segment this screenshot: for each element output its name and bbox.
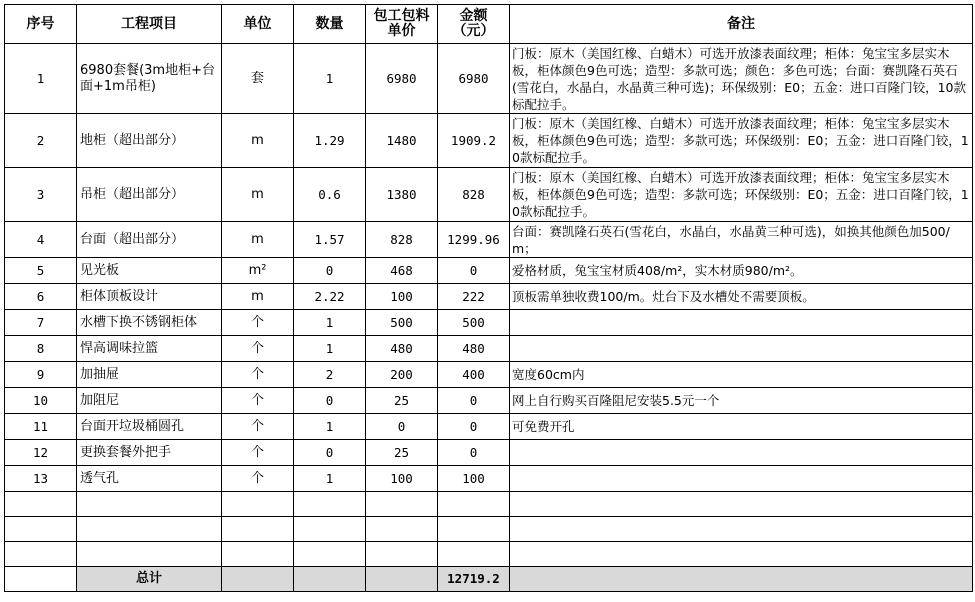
row-item: 加阻尼 bbox=[77, 388, 222, 414]
row-amount: 828 bbox=[438, 168, 510, 222]
row-unit: 个 bbox=[222, 362, 294, 388]
row-qty: 1 bbox=[294, 414, 366, 440]
table-row bbox=[5, 336, 973, 362]
quote-table bbox=[4, 4, 973, 592]
row-item: 悍高调味拉篮 bbox=[77, 336, 222, 362]
row-price: 0 bbox=[366, 414, 438, 440]
row-note: 顶板需单独收费100/m。灶台下及水槽处不需要顶板。 bbox=[510, 284, 973, 310]
total-row bbox=[5, 567, 973, 592]
row-item: 柜体顶板设计 bbox=[77, 284, 222, 310]
header-note: 备注 bbox=[510, 5, 973, 44]
row-price: 100 bbox=[366, 284, 438, 310]
row-unit: m² bbox=[222, 258, 294, 284]
row-amount: 222 bbox=[438, 284, 510, 310]
row-item: 透气孔 bbox=[77, 466, 222, 492]
row-qty: 2.22 bbox=[294, 284, 366, 310]
table-row bbox=[5, 440, 973, 466]
row-note: 门板：原木（美国红橡、白蜡木）可选开放漆表面纹理；柜体：兔宝宝多层实木板，柜体颜色9色可选；造型：多款可选；环保级别：E0；五金：进口百隆门铰，10款标配拉手。 bbox=[510, 168, 973, 222]
row-amount: 0 bbox=[438, 414, 510, 440]
header-unit: 单位 bbox=[222, 5, 294, 44]
row-note: 可免费开孔 bbox=[510, 414, 973, 440]
table-row bbox=[5, 388, 973, 414]
row-seq: 3 bbox=[5, 168, 77, 222]
row-item: 台面（超出部分） bbox=[77, 222, 222, 258]
header-row bbox=[5, 5, 973, 44]
row-price: 468 bbox=[366, 258, 438, 284]
row-note bbox=[510, 310, 973, 336]
row-amount: 0 bbox=[438, 440, 510, 466]
row-seq: 10 bbox=[5, 388, 77, 414]
row-seq: 6 bbox=[5, 284, 77, 310]
row-item: 更换套餐外把手 bbox=[77, 440, 222, 466]
row-price: 6980 bbox=[366, 44, 438, 114]
table-row bbox=[5, 222, 973, 258]
row-price: 1380 bbox=[366, 168, 438, 222]
row-note bbox=[510, 336, 973, 362]
total-amount: 12719.2 bbox=[438, 567, 510, 592]
header-price: 包工包料 单价 bbox=[366, 5, 438, 44]
row-item: 水槽下换不锈钢柜体 bbox=[77, 310, 222, 336]
row-seq: 4 bbox=[5, 222, 77, 258]
row-seq: 2 bbox=[5, 114, 77, 168]
row-unit: 个 bbox=[222, 310, 294, 336]
header-qty: 数量 bbox=[294, 5, 366, 44]
table-row bbox=[5, 168, 973, 222]
row-amount: 0 bbox=[438, 388, 510, 414]
row-qty: 1 bbox=[294, 310, 366, 336]
header-item: 工程项目 bbox=[77, 5, 222, 44]
row-item: 见光板 bbox=[77, 258, 222, 284]
row-item: 吊柜（超出部分） bbox=[77, 168, 222, 222]
row-unit: 个 bbox=[222, 440, 294, 466]
row-unit: 个 bbox=[222, 466, 294, 492]
row-amount: 400 bbox=[438, 362, 510, 388]
row-price: 1480 bbox=[366, 114, 438, 168]
row-qty: 1.57 bbox=[294, 222, 366, 258]
row-qty: 1 bbox=[294, 44, 366, 114]
table-row bbox=[5, 258, 973, 284]
row-unit: 个 bbox=[222, 336, 294, 362]
empty-row bbox=[5, 542, 973, 567]
row-note: 门板：原木（美国红橡、白蜡木）可选开放漆表面纹理；柜体：兔宝宝多层实木板，柜体颜色9色可选；造型：多款可选；颜色：多色可选；台面：赛凯隆石英石(雪花白，水晶白，水晶黄三种可选)；环保级别：E0；五金：进口百隆门铰，10款标配拉手。 bbox=[510, 44, 973, 114]
row-qty: 1.29 bbox=[294, 114, 366, 168]
row-seq: 7 bbox=[5, 310, 77, 336]
row-note bbox=[510, 440, 973, 466]
table-row bbox=[5, 44, 973, 114]
row-qty: 1 bbox=[294, 336, 366, 362]
row-note: 网上自行购买百隆阻尼安装5.5元一个 bbox=[510, 388, 973, 414]
row-item: 地柜（超出部分） bbox=[77, 114, 222, 168]
row-qty: 1 bbox=[294, 466, 366, 492]
row-item: 加抽屉 bbox=[77, 362, 222, 388]
total-label: 总计 bbox=[77, 567, 222, 592]
row-amount: 1909.2 bbox=[438, 114, 510, 168]
table-row bbox=[5, 284, 973, 310]
row-unit: 套 bbox=[222, 44, 294, 114]
empty-row bbox=[5, 492, 973, 517]
row-seq: 8 bbox=[5, 336, 77, 362]
header-amount: 金额 （元） bbox=[438, 5, 510, 44]
row-item: 台面开垃圾桶圆孔 bbox=[77, 414, 222, 440]
row-unit: m bbox=[222, 284, 294, 310]
row-seq: 1 bbox=[5, 44, 77, 114]
row-amount: 6980 bbox=[438, 44, 510, 114]
row-unit: 个 bbox=[222, 388, 294, 414]
row-unit: m bbox=[222, 222, 294, 258]
row-amount: 1299.96 bbox=[438, 222, 510, 258]
table-row bbox=[5, 114, 973, 168]
row-qty: 0 bbox=[294, 388, 366, 414]
row-price: 25 bbox=[366, 440, 438, 466]
row-seq: 11 bbox=[5, 414, 77, 440]
row-note: 门板：原木（美国红橡、白蜡木）可选开放漆表面纹理；柜体：兔宝宝多层实木板，柜体颜色9色可选；造型：多款可选；环保级别：E0；五金：进口百隆门铰，10款标配拉手。 bbox=[510, 114, 973, 168]
row-unit: m bbox=[222, 114, 294, 168]
empty-row bbox=[5, 517, 973, 542]
row-unit: 个 bbox=[222, 414, 294, 440]
row-price: 100 bbox=[366, 466, 438, 492]
row-amount: 480 bbox=[438, 336, 510, 362]
row-qty: 0.6 bbox=[294, 168, 366, 222]
row-note: 爱格材质，兔宝宝材质408/m²，实木材质980/m²。 bbox=[510, 258, 973, 284]
row-qty: 2 bbox=[294, 362, 366, 388]
header-seq: 序号 bbox=[5, 5, 77, 44]
row-price: 480 bbox=[366, 336, 438, 362]
row-qty: 0 bbox=[294, 440, 366, 466]
table-row bbox=[5, 362, 973, 388]
row-note: 台面：赛凯隆石英石(雪花白，水晶白，水晶黄三种可选)，如换其他颜色加500/m； bbox=[510, 222, 973, 258]
table-row bbox=[5, 310, 973, 336]
row-qty: 0 bbox=[294, 258, 366, 284]
row-price: 200 bbox=[366, 362, 438, 388]
row-price: 25 bbox=[366, 388, 438, 414]
row-price: 828 bbox=[366, 222, 438, 258]
row-item: 6980套餐(3m地柜+台面+1m吊柜) bbox=[77, 44, 222, 114]
row-note: 宽度60cm内 bbox=[510, 362, 973, 388]
row-seq: 5 bbox=[5, 258, 77, 284]
row-note bbox=[510, 466, 973, 492]
row-amount: 0 bbox=[438, 258, 510, 284]
table-row bbox=[5, 414, 973, 440]
row-seq: 12 bbox=[5, 440, 77, 466]
row-price: 500 bbox=[366, 310, 438, 336]
table-row bbox=[5, 466, 973, 492]
row-amount: 500 bbox=[438, 310, 510, 336]
row-unit: m bbox=[222, 168, 294, 222]
row-seq: 13 bbox=[5, 466, 77, 492]
row-amount: 100 bbox=[438, 466, 510, 492]
row-seq: 9 bbox=[5, 362, 77, 388]
